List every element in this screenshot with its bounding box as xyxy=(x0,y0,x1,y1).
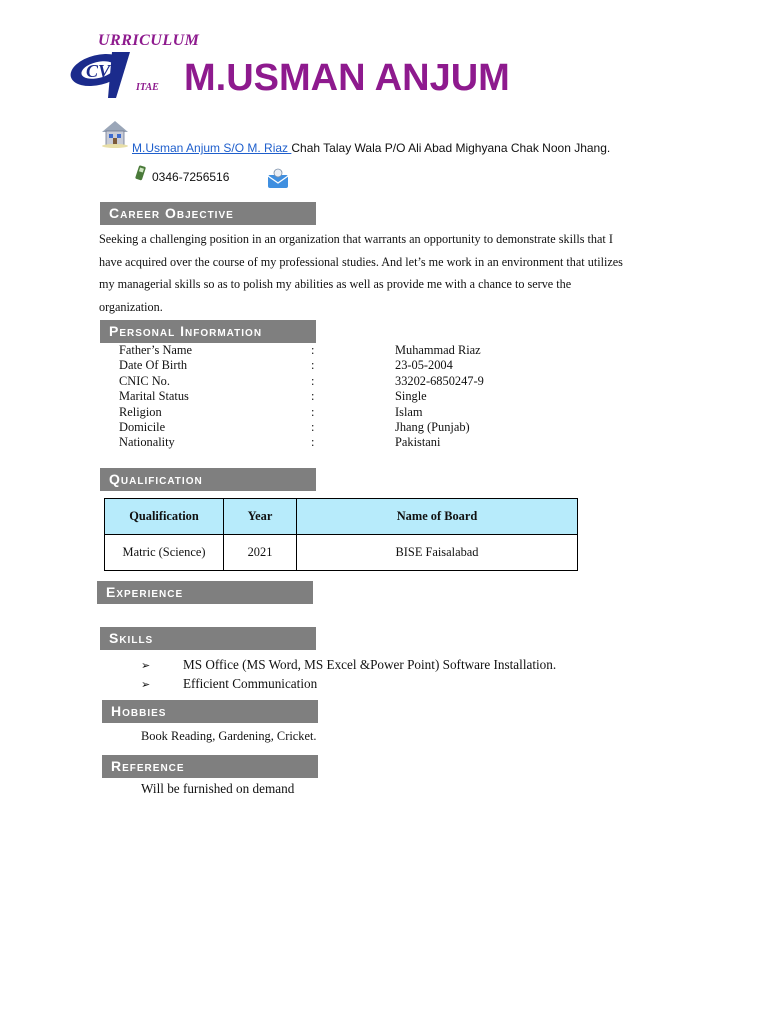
cell-year: 2021 xyxy=(224,535,297,571)
info-label: Marital Status xyxy=(119,389,189,404)
table-row xyxy=(119,358,484,373)
info-separator: : xyxy=(311,373,315,388)
info-separator: : xyxy=(311,404,315,419)
info-label: Nationality xyxy=(119,435,175,450)
info-value: 23-05-2004 xyxy=(395,358,453,373)
bullet-arrow-icon: ➢ xyxy=(141,678,151,691)
column-header-qualification: Qualification xyxy=(105,499,224,535)
phone-number: 0346-7256516 xyxy=(152,170,230,184)
reference-text: Will be furnished on demand xyxy=(141,781,295,796)
hobbies-text: Book Reading, Gardening, Cricket. xyxy=(141,729,317,743)
info-separator: : xyxy=(311,420,315,435)
info-separator: : xyxy=(311,343,315,357)
info-label: Religion xyxy=(119,404,162,419)
address-line xyxy=(132,140,610,156)
table-row xyxy=(119,374,484,389)
mail-icon xyxy=(266,168,290,190)
info-separator: : xyxy=(311,389,315,404)
column-header-year: Year xyxy=(224,499,297,535)
cv-logo-icon xyxy=(68,46,158,102)
section-career-objective: Career Objective xyxy=(100,202,316,225)
section-hobbies: Hobbies xyxy=(102,700,318,723)
logo-bottom-text: ITAE xyxy=(136,82,159,93)
address-name-link[interactable]: M.Usman Anjum S/O M. Riaz xyxy=(132,141,292,155)
table-row xyxy=(119,405,484,420)
candidate-name: M.USMAN ANJUM xyxy=(184,57,510,99)
skill-text: MS Office (MS Word, MS Excel &Power Point) Software Installation. xyxy=(183,657,557,672)
cv-logo xyxy=(68,30,200,102)
info-label: CNIC No. xyxy=(119,373,170,388)
info-separator: : xyxy=(311,435,315,450)
bullet-arrow-icon: ➢ xyxy=(141,659,151,672)
table-row xyxy=(119,420,484,435)
cell-board: BISE Faisalabad xyxy=(297,535,578,571)
section-skills: Skills xyxy=(100,627,316,650)
address-text: Chah Talay Wala P/O Ali Abad Mighyana Chak Noon Jhang. xyxy=(291,141,611,155)
house-icon xyxy=(100,118,130,148)
phone-icon xyxy=(134,165,148,181)
info-value: Jhang (Punjab) xyxy=(395,420,470,435)
cell-qualification: Matric (Science) xyxy=(105,535,224,571)
section-experience: Experience xyxy=(97,581,313,604)
section-reference: Reference xyxy=(102,755,318,778)
table-row xyxy=(119,343,484,358)
list-item xyxy=(141,675,317,694)
logo-letters: CV xyxy=(86,61,111,81)
info-label: Date Of Birth xyxy=(119,358,188,373)
info-value: Muhammad Riaz xyxy=(395,343,481,357)
info-separator: : xyxy=(311,358,315,373)
skill-text: Efficient Communication xyxy=(183,676,318,691)
list-item xyxy=(141,656,556,675)
column-header-board: Name of Board xyxy=(297,499,578,535)
info-value: Single xyxy=(395,389,427,404)
table-row xyxy=(119,389,484,404)
info-label: Father’s Name xyxy=(119,343,193,357)
personal-info-table xyxy=(119,343,484,451)
qualification-table xyxy=(104,498,578,571)
section-personal-information: Personal Information xyxy=(100,320,316,343)
logo-top-text: URRICULUM xyxy=(98,32,200,49)
table-row xyxy=(105,535,578,571)
info-label: Domicile xyxy=(119,420,166,435)
table-header-row xyxy=(105,499,578,535)
career-objective-text: Seeking a challenging position in an organization that warrants an opportunity to demonstrate skills that I have acquired over the course of my professional studies. And let’s me work in an environment that utilizes my managerial skills so as to polish my abilities as well as provide me with a chance to serve the organization. xyxy=(99,232,623,314)
info-value: Pakistani xyxy=(395,435,441,450)
table-row xyxy=(119,435,484,450)
section-qualification: Qualification xyxy=(100,468,316,491)
info-value: Islam xyxy=(395,404,423,419)
info-value: 33202-6850247-9 xyxy=(395,373,484,388)
